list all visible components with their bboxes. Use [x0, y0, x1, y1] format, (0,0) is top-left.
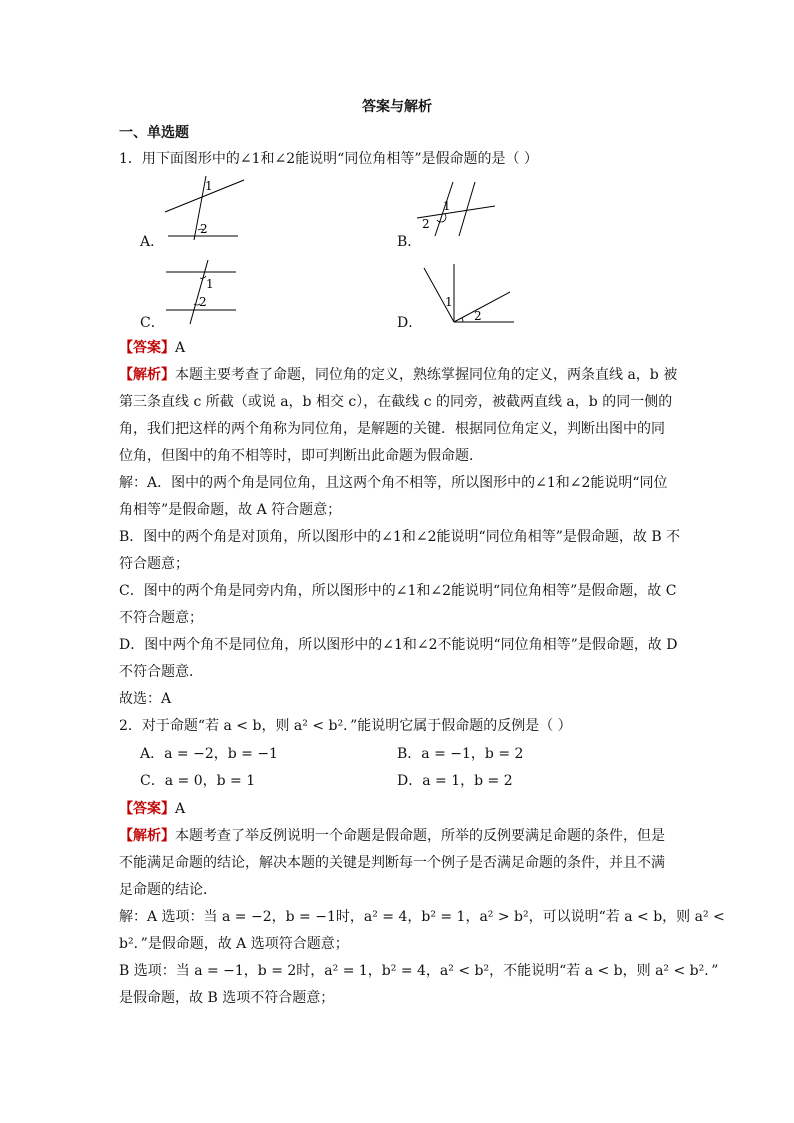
q2-answer-tag: 【答案】: [119, 801, 175, 817]
q1-solution-line-1: 角相等”是假命题，故 A 符合题意；: [119, 502, 342, 518]
fig-c-label-2: 2: [199, 295, 207, 309]
q2-analysis-line-0: 【解析】本题考查了举反例说明一个命题是假命题，所举的反例要满足命题的条件，但是: [119, 828, 665, 844]
q1-solution-line-6: D．图中两个角不是同位角，所以图形中的∠1和∠2不能说明“同位角相等”是假命题，故 D: [119, 637, 678, 653]
q2-answer: [119, 799, 185, 819]
q1-option-b-label: B．: [397, 234, 422, 250]
q2-analysis-tag: 【解析】: [119, 828, 175, 844]
q1-analysis-line-0: 【解析】本题主要考查了命题，同位角的定义，熟练掌握同位角的定义，两条直线 a，b 被: [119, 367, 678, 383]
q1-figure-b: [415, 180, 500, 242]
q2-solution-line-3: 是假命题，故 B 选项不符合题意；: [119, 990, 335, 1006]
q1-figure-c: [162, 258, 240, 328]
fig-a-label-1: 1: [205, 179, 213, 193]
q1-solution-line-0: 解：A．图中的两个角是同位角，且这两个角不相等，所以图形中的∠1和∠2能说明“同位: [119, 475, 668, 491]
fig-b-label-2: 2: [422, 217, 430, 231]
q1-analysis-line-3: 位角，但图中的角不相等时，即可判断出此命题为假命题．: [119, 448, 483, 464]
q1-solution-line-3: 符合题意；: [119, 556, 189, 572]
fig-d-label-1: 1: [445, 295, 453, 309]
q1-solution-line-5: 不符合题意；: [119, 610, 203, 626]
q2-solution-line-2: B 选项：当 a = −1，b = 2时，a² = 1，b² = 4，a² < b²，不能说明“若 a < b，则 a² < b²．”: [119, 963, 719, 979]
q1-solution-line-7: 不符合题意．: [119, 664, 203, 680]
q2-option-c: C．a = 0，b = 1: [140, 773, 256, 789]
q2-answer-value: A: [175, 801, 186, 817]
q2-option-b: B．a = −1，b = 2: [397, 746, 524, 762]
q1-option-a-label: A．: [140, 234, 165, 250]
q2-solution-line-0: 解：A 选项：当 a = −2，b = −1时，a² = 4，b² = 1，a² > b²，可以说明“若 a < b，则 a² <: [119, 909, 725, 925]
q1-answer-tag: 【答案】: [119, 340, 175, 356]
q1-solution-line-8: 故选：A: [119, 691, 172, 707]
q1-stem: 1．用下面图形中的∠1和∠2能说明“同位角相等”是假命题的是（ ）: [119, 151, 538, 167]
q1-solution-line-4: C．图中的两个角是同旁内角，所以图形中的∠1和∠2能说明“同位角相等”是假命题，故 C: [119, 583, 677, 599]
q2-solution-line-1: b²．”是假命题，故 A 选项符合题意；: [119, 936, 349, 952]
q1-figure-a: [160, 172, 250, 244]
fig-d-label-2: 2: [474, 309, 482, 323]
q2-option-a: A．a = −2，b = −1: [140, 746, 278, 762]
q2-analysis-line-2: 足命题的结论．: [119, 882, 217, 898]
q2-analysis-line-1: 不能满足命题的结论，解决本题的关键是判断每一个例子是否满足命题的条件，并且不满: [119, 855, 665, 871]
q2-stem: 2．对于命题“若 a < b，则 a² < b²．”能说明它属于假命题的反例是（ ）: [119, 718, 572, 734]
q1-solution-line-2: B．图中的两个角是对顶角，所以图形中的∠1和∠2能说明“同位角相等”是假命题，故 B 不: [119, 529, 681, 545]
page-title: 答案与解析: [362, 99, 432, 115]
q1-option-d-label: D．: [397, 315, 423, 331]
section-heading: 一、单选题: [119, 125, 189, 141]
fig-c-label-1: 1: [206, 277, 214, 291]
q1-answer: [119, 338, 185, 358]
q1-answer-value: A: [175, 340, 186, 356]
q1-figure-d: [420, 260, 518, 326]
q1-option-c-label: C．: [140, 315, 165, 331]
q2-option-d: D．a = 1，b = 2: [397, 773, 513, 789]
fig-a-label-2: 2: [200, 222, 208, 236]
q1-analysis-line-2: 角，我们把这样的两个角称为同位角，是解题的关键．根据同位角定义，判断出图中的同: [119, 421, 665, 437]
fig-b-label-1: 1: [443, 199, 451, 213]
q1-analysis-tag: 【解析】: [119, 367, 175, 383]
q1-analysis-line-1: 第三条直线 c 所截（或说 a，b 相交 c），在截线 c 的同旁，被截两直线 a，b 的同一侧的: [119, 394, 673, 410]
